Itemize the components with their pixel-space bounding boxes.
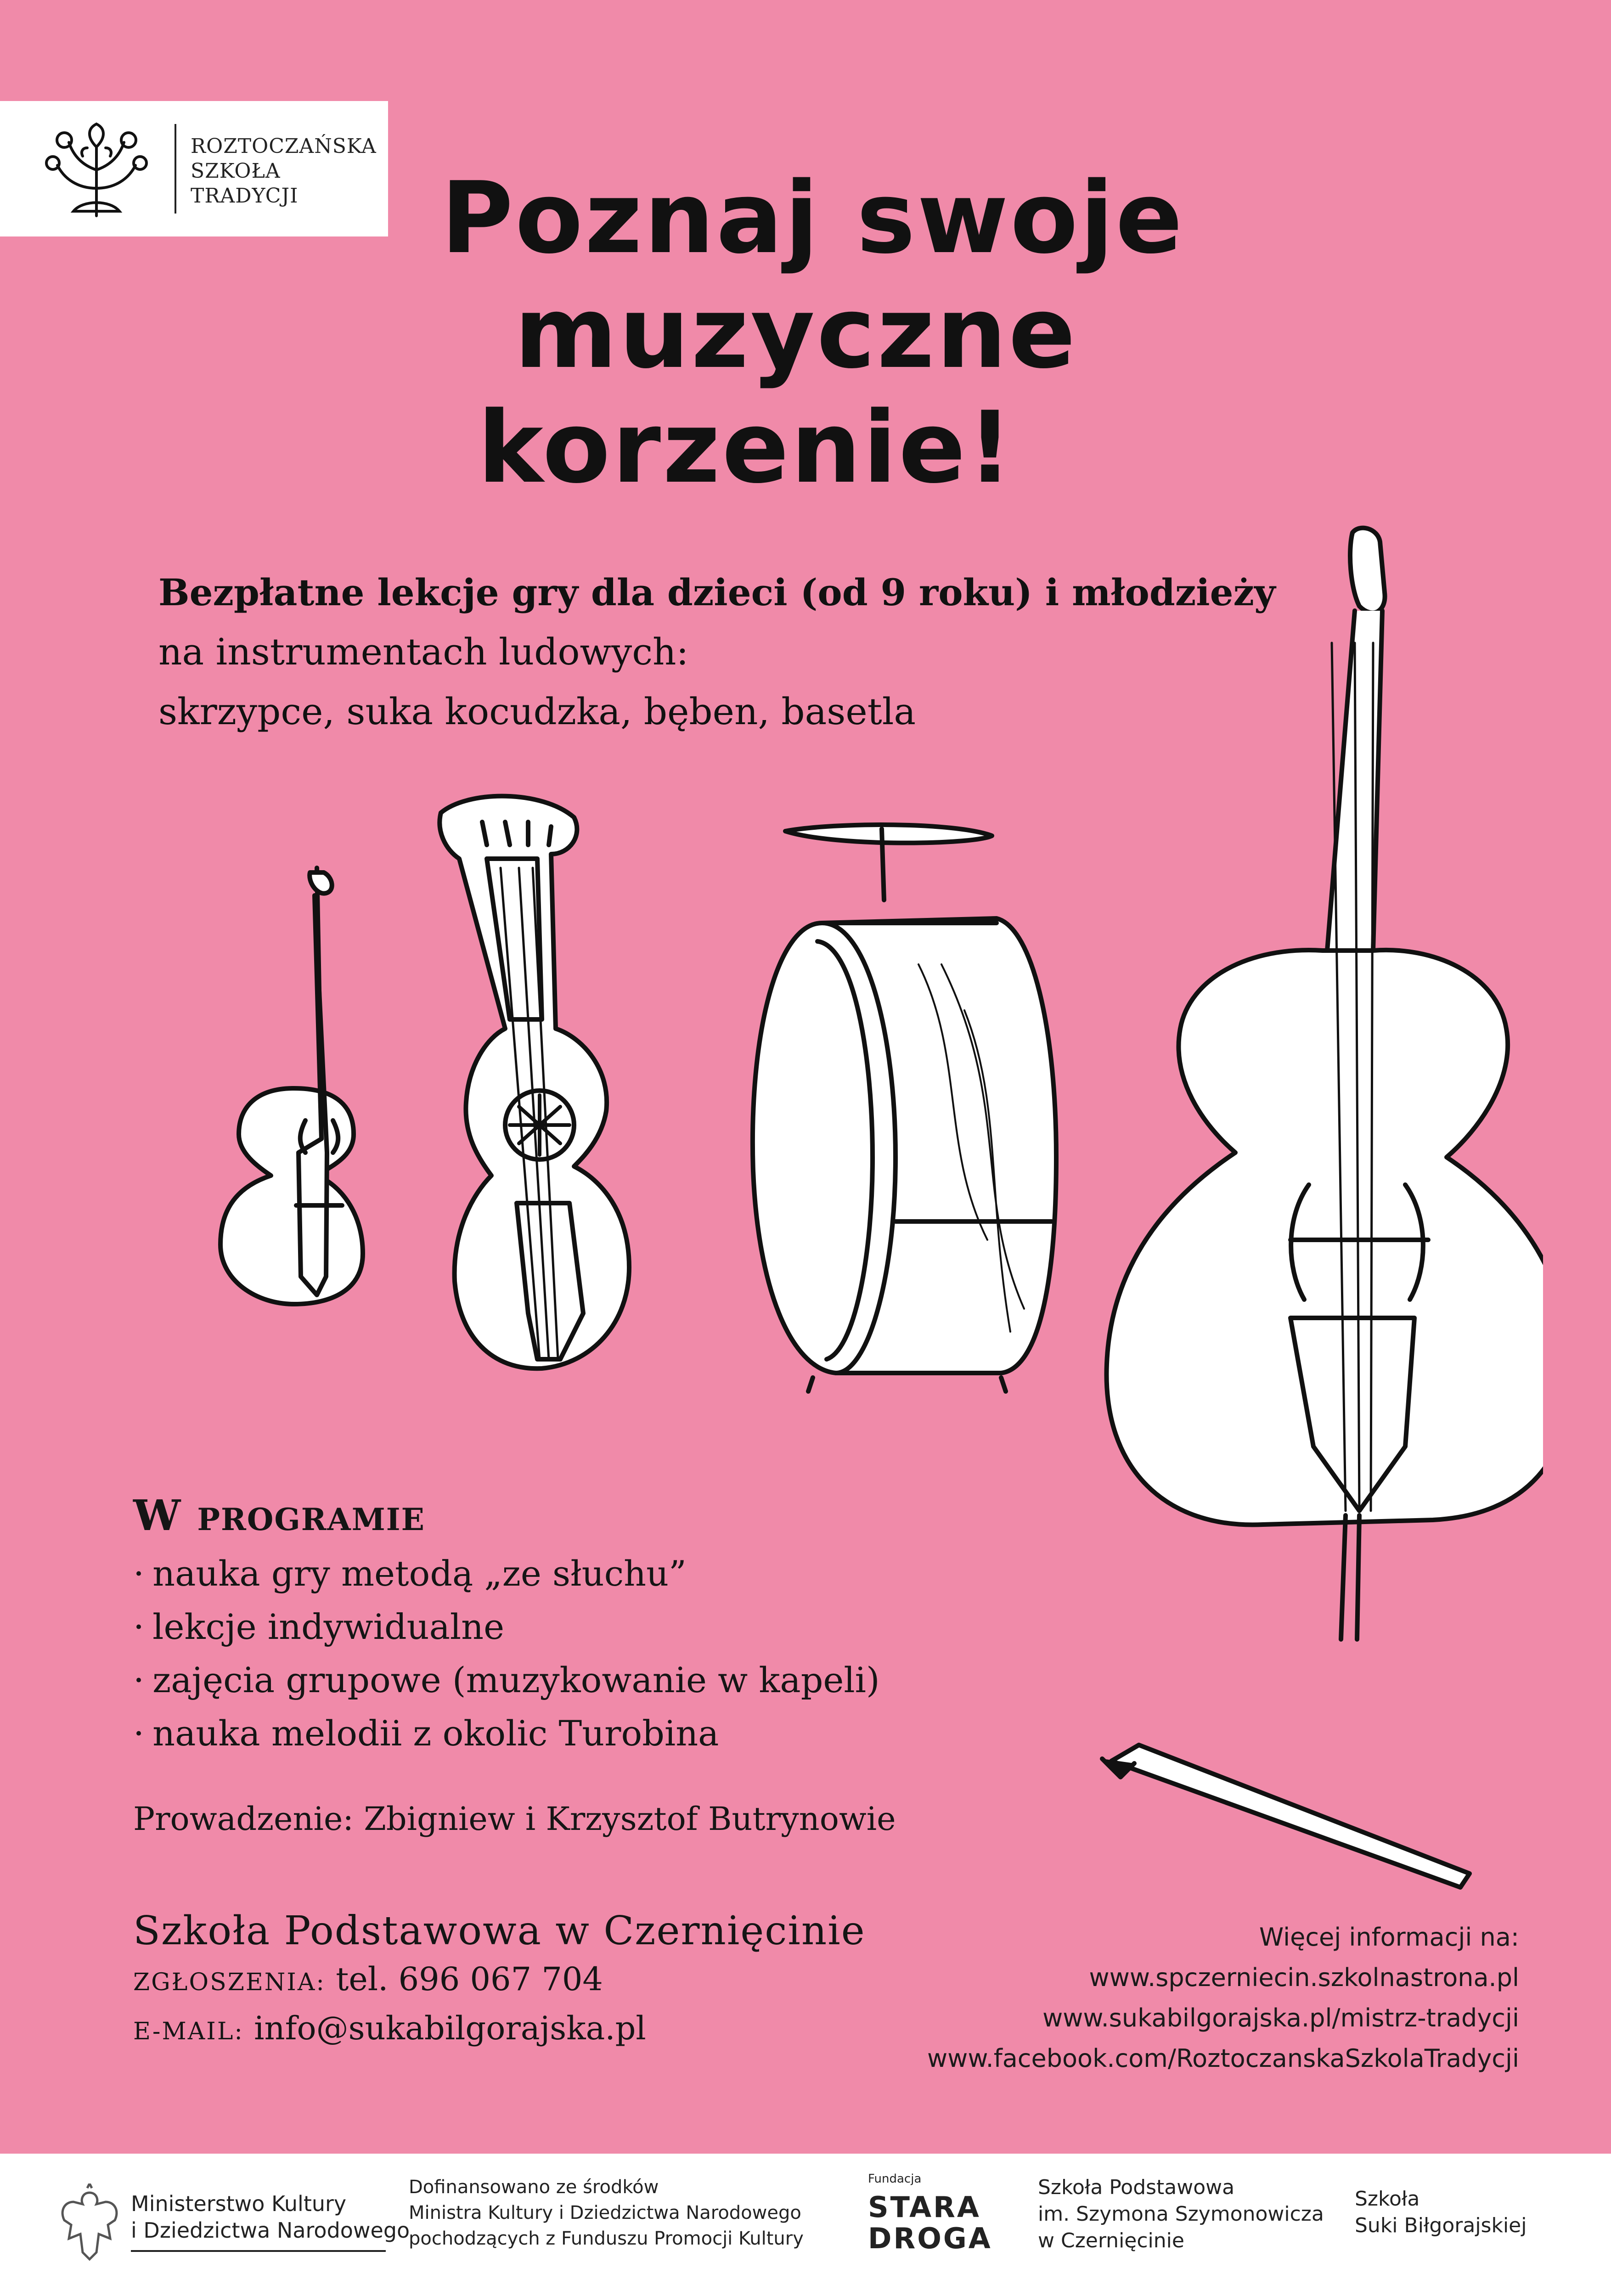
- more-info-link[interactable]: www.facebook.com/RoztoczanskaSzkolaTradycji: [927, 2044, 1519, 2073]
- violin-illustration: [220, 868, 363, 1304]
- folk-tree-emblem-icon: [37, 119, 156, 220]
- email-address[interactable]: info@sukabilgorajska.pl: [254, 2009, 646, 2047]
- title-line: muzyczne: [514, 275, 1077, 390]
- program-item: · nauka gry metodą „ze słuchu”: [133, 1553, 687, 1594]
- program-heading-rest: PROGRAMIE: [197, 1502, 425, 1537]
- logo-line: TRADYCJI: [191, 184, 299, 208]
- school-logo: [0, 101, 388, 236]
- primary-school-line: w Czernięcinie: [1038, 2229, 1184, 2252]
- email-label: E-MAIL:: [133, 2018, 244, 2045]
- primary-school-line: Szkoła Podstawowa: [1038, 2176, 1235, 2199]
- ministry-line: i Dziedzictwa Narodowego: [131, 2218, 410, 2243]
- primary-school-name: [1038, 2174, 1324, 2254]
- funding-line: Dofinansowano ze środków: [409, 2177, 659, 2198]
- drum-illustration: [753, 825, 1056, 1391]
- primary-school-line: im. Szymona Szymonowicza: [1038, 2202, 1324, 2226]
- program-item: · nauka melodii z okolic Turobina: [133, 1713, 719, 1754]
- sponsor-footer: [0, 2154, 1611, 2296]
- school-contact: [133, 1906, 866, 2054]
- double-bass-illustration: [1106, 528, 1543, 1639]
- stara-droga-word2: DROGA: [868, 2222, 992, 2255]
- logo-line: SZKOŁA: [191, 159, 281, 183]
- program-item-text: nauka melodii z okolic Turobina: [152, 1713, 719, 1754]
- eagle-icon: [55, 2183, 124, 2262]
- ministry-line: Ministerstwo Kultury: [131, 2191, 347, 2216]
- program-item-text: lekcje indywidualne: [152, 1606, 505, 1647]
- program-section: [133, 1488, 1143, 1760]
- ministry-underline: [131, 2250, 386, 2252]
- program-heading-initial: W: [133, 1491, 182, 1540]
- funding-line: Ministra Kultury i Dziedzictwa Narodowego: [409, 2202, 801, 2223]
- program-item: · zajęcia grupowe (muzykowanie w kapeli): [133, 1660, 880, 1700]
- stara-droga-word1: STARA: [868, 2190, 981, 2224]
- suki-school-name: [1355, 2186, 1527, 2239]
- funding-note: [409, 2174, 804, 2251]
- intro-line: skrzypce, suka kocudzka, bęben, basetla: [158, 690, 916, 733]
- program-item-text: zajęcia grupowe (muzykowanie w kapeli): [152, 1660, 880, 1700]
- more-info-link[interactable]: www.sukabilgorajska.pl/mistrz-tradycji: [1042, 2003, 1519, 2032]
- phone-row: [133, 1956, 866, 2005]
- stara-droga-logo: [859, 2172, 992, 2273]
- ministry-name: [131, 2190, 410, 2244]
- title-line: korzenie!: [478, 390, 1014, 505]
- phone-label: ZGŁOSZENIA:: [133, 1969, 326, 1996]
- email-row: [133, 2005, 866, 2054]
- school-name: Szkoła Podstawowa w Czernięcinie: [133, 1908, 866, 1954]
- stara-droga-fundacja: Fundacja: [868, 2172, 922, 2186]
- logo-text: [191, 134, 377, 208]
- more-info: [927, 1917, 1519, 2079]
- instructors: Prowadzenie: Zbigniew i Krzysztof Butrynowie: [133, 1800, 896, 1838]
- title-line: Poznaj swoje: [441, 160, 1184, 276]
- intro-line: na instrumentach ludowych:: [158, 630, 689, 673]
- suki-school-line: Szkoła: [1355, 2187, 1420, 2211]
- more-info-label: Więcej informacji na:: [1259, 1923, 1519, 1952]
- intro-line: Bezpłatne lekcje gry dla dzieci (od 9 roku) i młodzieży: [158, 571, 1276, 614]
- bow-illustration: [1102, 1745, 1470, 1887]
- logo-line: ROZTOCZAŃSKA: [191, 135, 377, 158]
- suki-school-line: Suki Biłgorajskiej: [1355, 2214, 1527, 2237]
- suka-illustration: [439, 796, 629, 1369]
- program-item: · lekcje indywidualne: [133, 1606, 505, 1647]
- more-info-link[interactable]: www.spczerniecin.szkolnastrona.pl: [1089, 1963, 1519, 1992]
- program-heading: [133, 1488, 1143, 1547]
- logo-divider: [175, 124, 176, 214]
- program-item-text: nauka gry metodą „ze słuchu”: [152, 1553, 687, 1594]
- poster-title: [441, 161, 1497, 505]
- funding-line: pochodzących z Funduszu Promocji Kultury: [409, 2228, 804, 2249]
- phone-number[interactable]: tel. 696 067 704: [336, 1960, 603, 1998]
